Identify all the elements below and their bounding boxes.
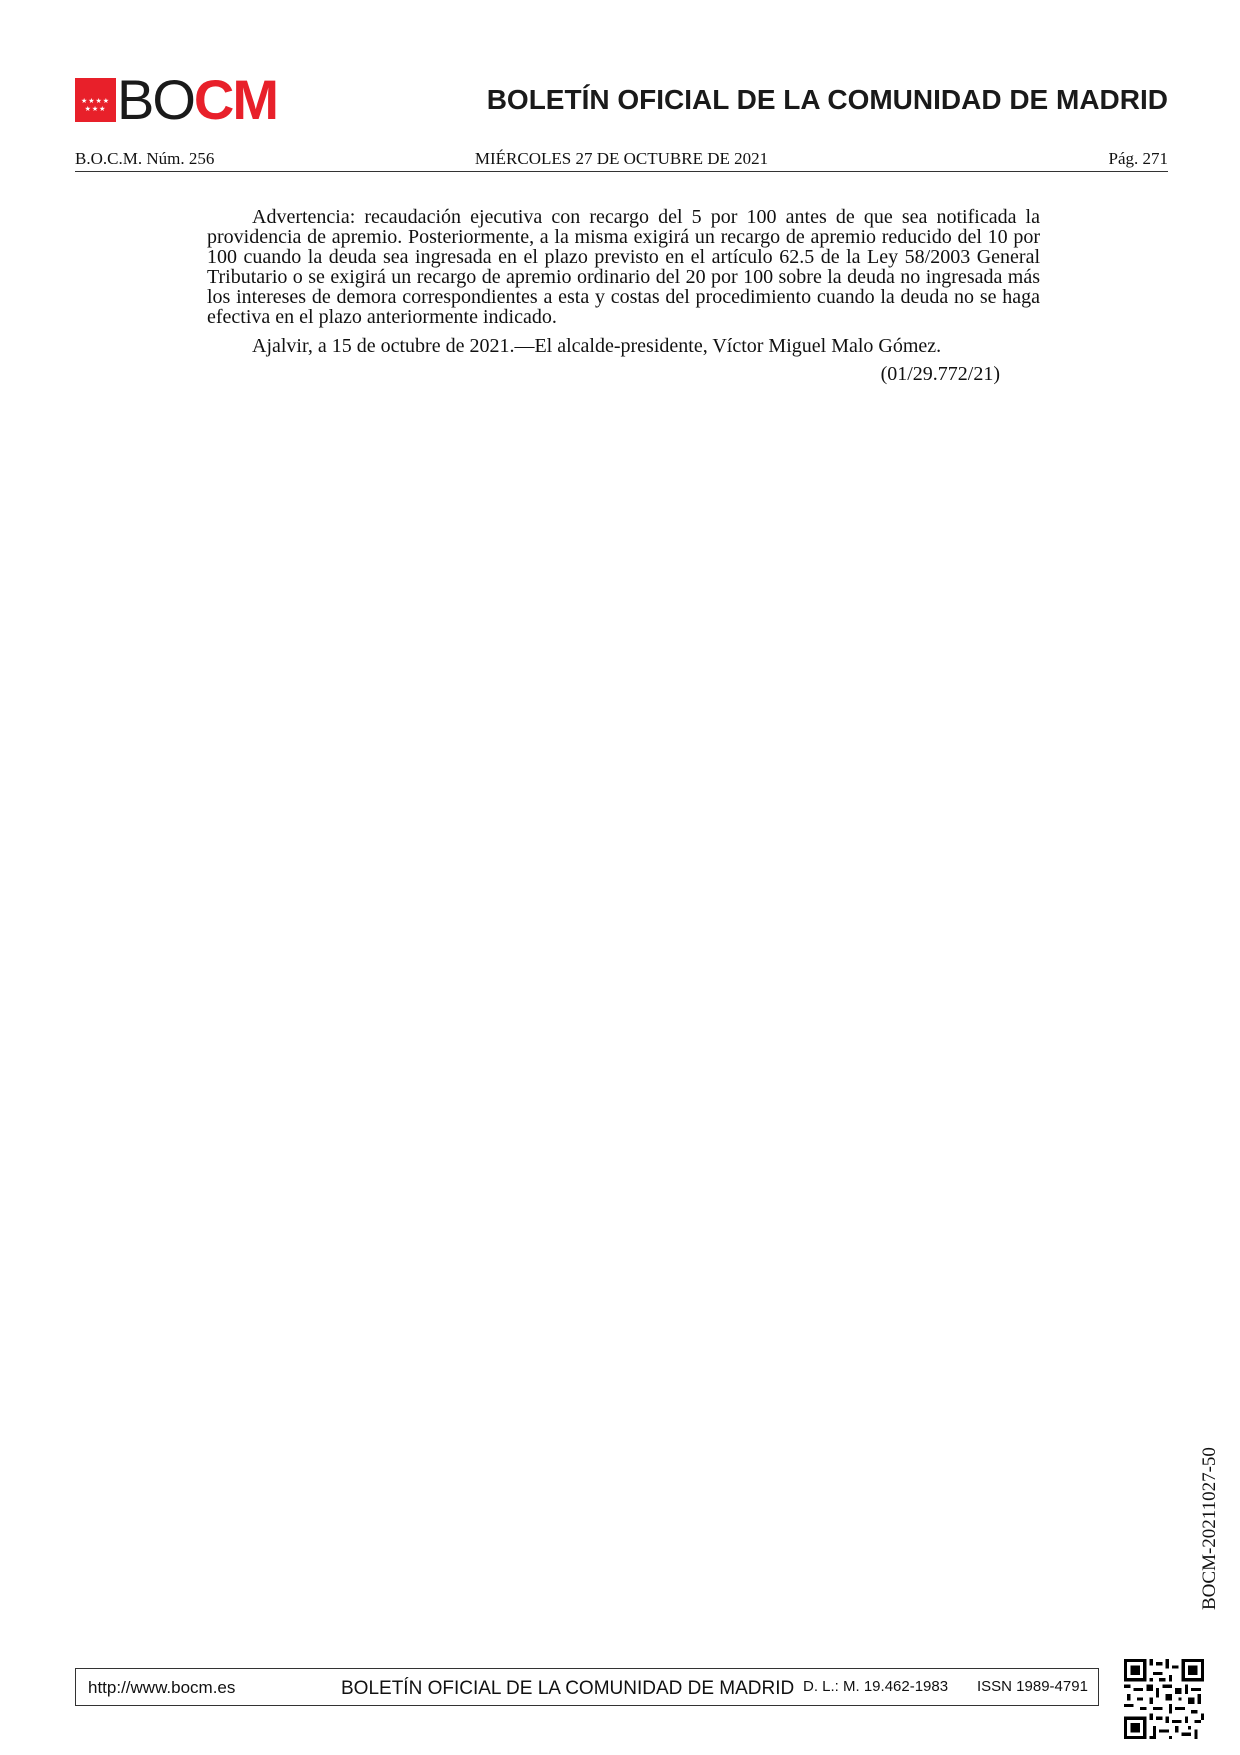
page-footer xyxy=(75,1668,1099,1706)
qr-code-icon xyxy=(1124,1659,1204,1739)
signature-line: Ajalvir, a 15 de octubre de 2021.—El alcalde-presidente, Víctor Miguel Malo Gómez. xyxy=(252,335,942,357)
logo-text-bo: BO xyxy=(117,68,194,131)
logo-text-cm: CM xyxy=(193,68,278,131)
flag-stars-bottom: ★★★ xyxy=(84,105,107,113)
page-number: Pág. 271 xyxy=(1108,149,1168,168)
footer-title: BOLETÍN OFICIAL DE LA COMUNIDAD DE MADRID xyxy=(341,1678,795,1699)
logo-wordmark xyxy=(117,68,278,131)
bocm-logo xyxy=(75,68,278,131)
footer-url-link[interactable]: http://www.bocm.es xyxy=(88,1678,236,1697)
issue-number: B.O.C.M. Núm. 256 xyxy=(75,149,215,168)
flag-stars-top: ★★★★ xyxy=(80,97,111,105)
issue-date: MIÉRCOLES 27 DE OCTUBRE DE 2021 xyxy=(474,149,769,168)
page-header xyxy=(75,149,1168,172)
madrid-flag-icon xyxy=(75,78,116,122)
announcement-reference: (01/29.772/21) xyxy=(880,363,1000,385)
document-body xyxy=(207,207,1040,384)
side-document-code xyxy=(1199,1430,1221,1610)
body-paragraph: Advertencia: recaudación ejecutiva con recargo del 5 por 100 antes de que sea notificada la providencia de apremio. Posteriormente, a la misma exigirá un recargo de apremio reducido del 10 por 100 cuando la deuda sea ingresada en el plazo previsto en el artículo 62.5 de la Ley 58/2003 General Tributario o se exigirá un recargo de apremio ordinario del 20 por 100 sobre la deuda no ingresada más los intereses de demora correspondientes a esta y costas del procedimiento cuando la deuda no se haga efectiva en el plazo anteriormente indicado. xyxy=(207,206,1040,328)
footer-legal-deposit: D. L.: M. 19.462-1983 xyxy=(803,1678,949,1695)
masthead-title: BOLETÍN OFICIAL DE LA COMUNIDAD DE MADRID xyxy=(486,84,1168,115)
side-code-text: BOCM-20211027-50 xyxy=(1199,1447,1220,1610)
footer-issn: ISSN 1989-4791 xyxy=(977,1678,1088,1695)
